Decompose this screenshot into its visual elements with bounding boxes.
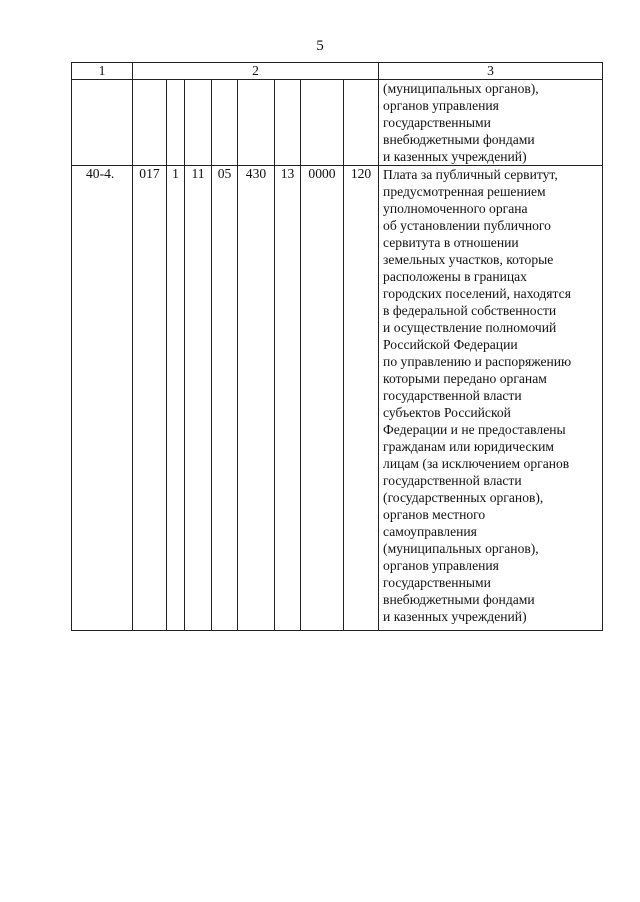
page-number: 5: [316, 38, 324, 54]
description-line: (муниципальных органов),: [383, 81, 539, 96]
header-col-1: 1: [72, 63, 133, 80]
description-line: гражданам или юридическим: [383, 439, 554, 454]
description-line: органов управления: [383, 558, 499, 573]
cont-cell-code: [167, 80, 185, 166]
description-line: и казенных учреждений): [383, 609, 527, 624]
code-subgroup: 11: [185, 166, 212, 631]
code-kosgu: 120: [344, 166, 379, 631]
code-group: 1: [167, 166, 185, 631]
cont-cell-code: [275, 80, 301, 166]
header-col-2: 2: [133, 63, 379, 80]
description-line: предусмотренная решением: [383, 184, 546, 199]
description-line: расположены в границах: [383, 269, 527, 284]
code-admin: 017: [133, 166, 167, 631]
cont-cell-code: [301, 80, 344, 166]
table-row: [72, 166, 603, 631]
description-line: и казенных учреждений): [383, 149, 527, 164]
description-line: (муниципальных органов),: [383, 541, 539, 556]
description-line: об установлении публичного: [383, 218, 551, 233]
budget-code-table: [71, 62, 603, 631]
header-col-3: 3: [379, 63, 603, 80]
cont-cell-code: [344, 80, 379, 166]
row-description: [379, 166, 603, 631]
cont-cell-code: [212, 80, 238, 166]
row-number: 40-4.: [72, 166, 133, 631]
description-line: государственными: [383, 575, 491, 590]
description-line: (государственных органов),: [383, 490, 544, 505]
description-line: самоуправления: [383, 524, 477, 539]
description-line: субъектов Российской: [383, 405, 511, 420]
header-row: [72, 63, 603, 80]
description-line: лицам (за исключением органов: [383, 456, 570, 471]
continuation-description: [379, 80, 603, 166]
description-line: сервитута в отношении: [383, 235, 519, 250]
cont-cell-number: [72, 80, 133, 166]
description-line: внебюджетными фондами: [383, 132, 535, 147]
description-line: Федерации и не предоставлены: [383, 422, 566, 437]
description-line: государственной власти: [383, 473, 522, 488]
description-line: по управлению и распоряжению: [383, 354, 572, 369]
code-element: 13: [275, 166, 301, 631]
description-line: органов местного: [383, 507, 486, 522]
description-line: Плата за публичный сервитут,: [383, 167, 558, 182]
description-line: и осуществление полномочий: [383, 320, 557, 335]
code-article: 05: [212, 166, 238, 631]
description-line: которыми передано органам: [383, 371, 547, 386]
description-line: уполномоченного органа: [383, 201, 528, 216]
continuation-row: [72, 80, 603, 166]
description-line: земельных участков, которые: [383, 252, 554, 267]
description-line: Российской Федерации: [383, 337, 518, 352]
description-line: в федеральной собственности: [383, 303, 557, 318]
description-line: городских поселений, находятся: [383, 286, 571, 301]
code-subarticle: 430: [238, 166, 275, 631]
description-line: органов управления: [383, 98, 499, 113]
description-line: внебюджетными фондами: [383, 592, 535, 607]
code-program: 0000: [301, 166, 344, 631]
description-line: государственными: [383, 115, 491, 130]
cont-cell-code: [238, 80, 275, 166]
description-line: государственной власти: [383, 388, 522, 403]
cont-cell-code: [185, 80, 212, 166]
cont-cell-code: [133, 80, 167, 166]
